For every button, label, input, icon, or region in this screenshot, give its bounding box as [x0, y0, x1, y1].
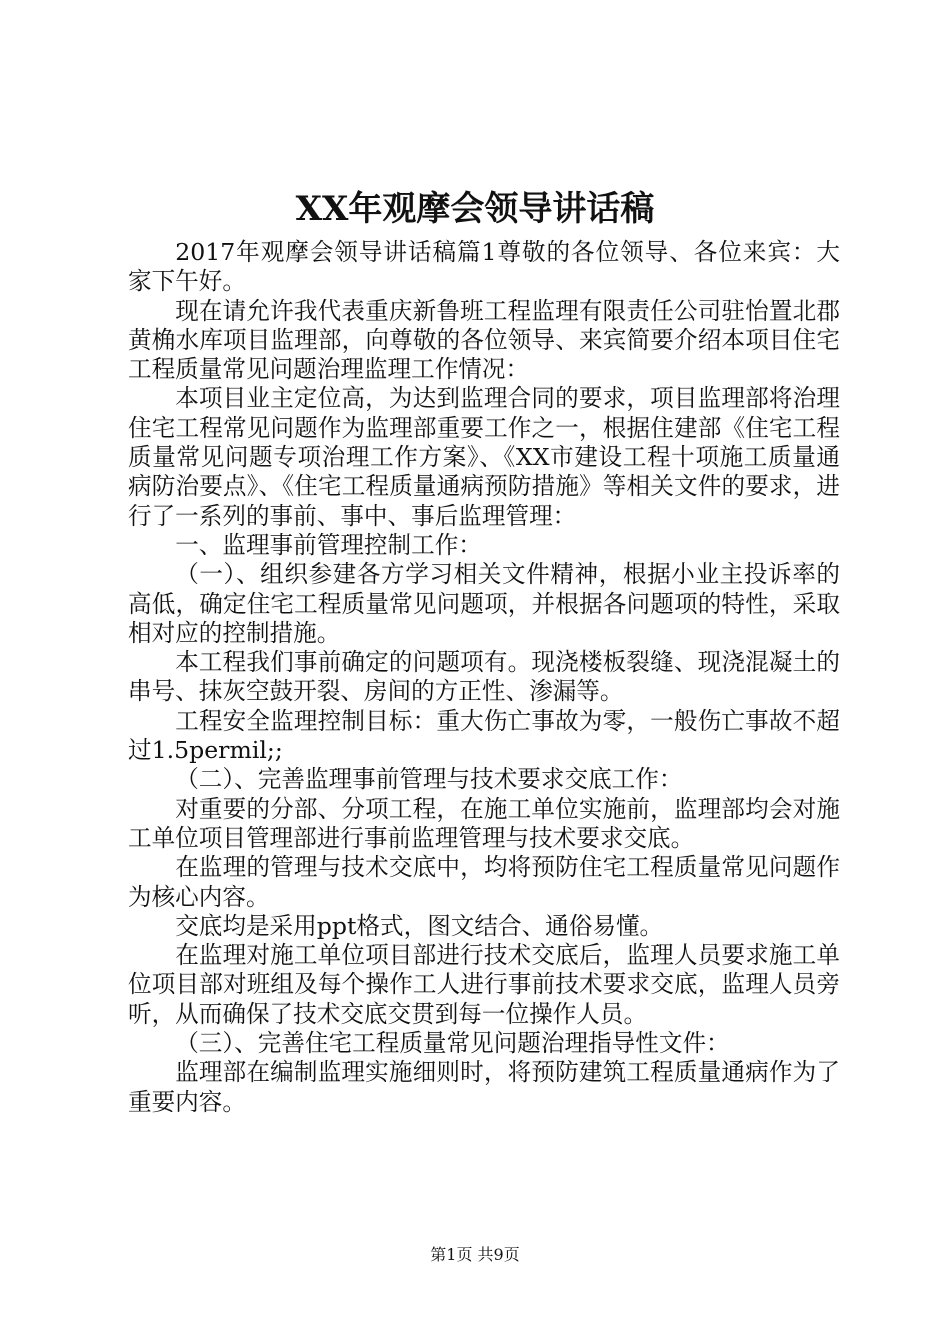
- paragraph: 监理部在编制监理实施细则时，将预防建筑工程质量通病作为了重要内容。: [128, 1058, 840, 1116]
- paragraph: 本工程我们事前确定的问题项有。现浇楼板裂缝、现浇混凝土的串号、抹灰空鼓开裂、房间的方正性、渗漏等。: [128, 648, 840, 706]
- page-number-footer: 第1页 共9页: [430, 1245, 520, 1264]
- paragraph: 2017年观摩会领导讲话稿篇1尊敬的各位领导、各位来宾：大家下午好。: [128, 238, 840, 296]
- document-title: XX年观摩会领导讲话稿: [295, 189, 655, 229]
- paragraph: 本项目业主定位高，为达到监理合同的要求，项目监理部将治理住宅工程常见问题作为监理部重要工作之一，根据住建部《住宅工程质量常见问题专项治理工作方案》、《XX市建设工程十项施工质量通病防治要点》、《住宅工程质量通病预防措施》等相关文件的要求，进行了一系列的事前、事中、事后监理管理：: [128, 384, 840, 530]
- paragraph: 现在请允许我代表重庆新鲁班工程监理有限责任公司驻怡置北郡黄桷水库项目监理部，向尊敬的各位领导、来宾简要介绍本项目住宅工程质量常见问题治理监理工作情况：: [128, 296, 840, 384]
- paragraph: 在监理对施工单位项目部进行技术交底后，监理人员要求施工单位项目部对班组及每个操作工人进行事前技术要求交底，监理人员旁听，从而确保了技术交底交贯到每一位操作人员。: [128, 941, 840, 1028]
- paragraph: 对重要的分部、分项工程，在施工单位实施前，监理部均会对施工单位项目管理部进行事前监理管理与技术要求交底。: [128, 794, 840, 852]
- paragraph: 工程安全监理控制目标：重大伤亡事故为零，一般伤亡事故不超过1.5permil;;: [128, 706, 840, 765]
- section-heading: （三）、完善住宅工程质量常见问题治理指导性文件：: [175, 1029, 730, 1058]
- section-heading: （二）、完善监理事前管理与技术要求交底工作：: [175, 765, 683, 794]
- paragraph: （一）、组织参建各方学习相关文件精神，根据小业主投诉率的高低，确定住宅工程质量常见问题项，并根据各问题项的特性，采取相对应的控制措施。: [128, 560, 840, 647]
- paragraph: 交底均是采用ppt格式，图文结合、通俗易懂。: [175, 911, 664, 940]
- document-body: [128, 238, 840, 1117]
- paragraph: 在监理的管理与技术交底中，均将预防住宅工程质量常见问题作为核心内容。: [128, 853, 840, 911]
- section-heading: 一、监理事前管理控制工作：: [175, 530, 482, 559]
